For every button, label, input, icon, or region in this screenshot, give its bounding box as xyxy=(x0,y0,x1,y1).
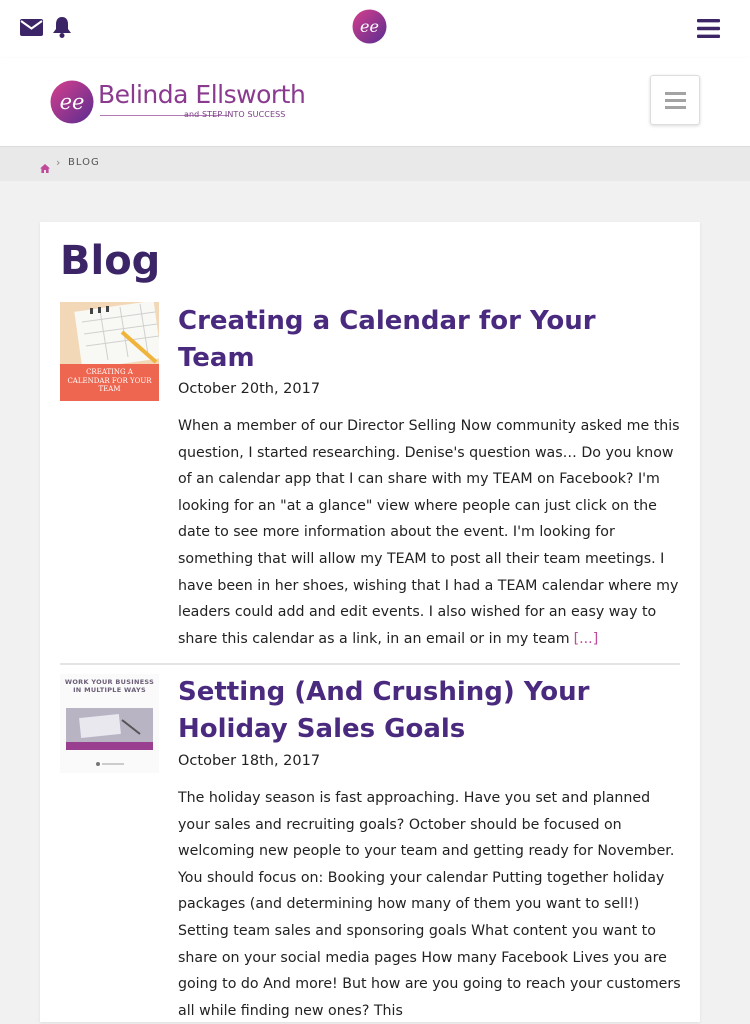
mail-icon[interactable] xyxy=(20,19,43,40)
post-title[interactable]: Creating a Calendar for Your Team xyxy=(178,306,596,373)
thumbnail-caption: WORK YOUR BUSINESS IN MULTIPLE WAYS xyxy=(64,678,155,694)
hamburger-icon[interactable] xyxy=(697,19,720,42)
site-logo[interactable] xyxy=(50,78,310,126)
site-header xyxy=(0,58,750,147)
breadcrumb xyxy=(0,147,750,181)
post-thumbnail[interactable] xyxy=(60,674,159,773)
post-thumbnail[interactable] xyxy=(60,302,159,401)
post-date: October 20th, 2017 xyxy=(178,381,321,397)
brand-logo-icon[interactable] xyxy=(352,9,387,48)
home-icon[interactable] xyxy=(40,158,50,177)
thumbnail-caption: CREATING A CALENDAR FOR YOUR TEAM xyxy=(67,368,152,393)
bell-icon[interactable] xyxy=(52,16,72,42)
post-title[interactable]: Setting (And Crushing) Your Holiday Sales Goals xyxy=(178,677,590,744)
menu-toggle-button[interactable] xyxy=(650,75,700,125)
top-utility-bar xyxy=(0,0,750,58)
breadcrumb-separator-icon: › xyxy=(56,156,61,169)
menu-bar-icon xyxy=(665,92,686,95)
post-excerpt xyxy=(178,413,686,652)
menu-bar-icon xyxy=(665,99,686,102)
post-divider xyxy=(60,663,680,665)
page-title: Blog xyxy=(60,238,161,284)
brand-name: Belinda Ellsworth xyxy=(98,80,306,109)
post-excerpt-text: When a member of our Director Selling Now community asked me this question, I started researching. Denise's question was… Do you know of an calendar app that I can share with my TEAM on Facebook? I'm looking for an "at a glance" view where people can just click on the date to see more information about the event. I'm looking for something that will allow my TEAM to post all their team meetings. I have been in her shoes, wishing that I had a TEAM calendar where my leaders could add and edit events. I also wished for an easy way to share this calendar as a link, in an email or in my team xyxy=(178,418,680,647)
blog-content-card xyxy=(40,222,700,1022)
svg-text:ee: ee xyxy=(59,90,85,114)
read-more-link[interactable]: [...] xyxy=(573,630,599,647)
post-date: October 18th, 2017 xyxy=(178,753,321,769)
post-excerpt: The holiday season is fast approaching. Have you set and planned your sales and recruiting goals? October should be focused on welcoming new people to your team and getting ready for November. You should focus on: Booking your calendar Putting together holiday packages (and determining how many of them you want to sell!) Setting team sales and sponsoring goals What content you want to share on your social media pages How many Facebook Lives you are going to do And more! But how are you going to reach your customers all while finding new ones? This xyxy=(178,790,681,1019)
brand-tagline: and STEP INTO SUCCESS xyxy=(184,110,286,119)
breadcrumb-current: BLOG xyxy=(68,157,100,168)
menu-bar-icon xyxy=(665,106,686,109)
logo-monogram-icon xyxy=(50,80,94,124)
svg-text:ee: ee xyxy=(360,17,379,36)
